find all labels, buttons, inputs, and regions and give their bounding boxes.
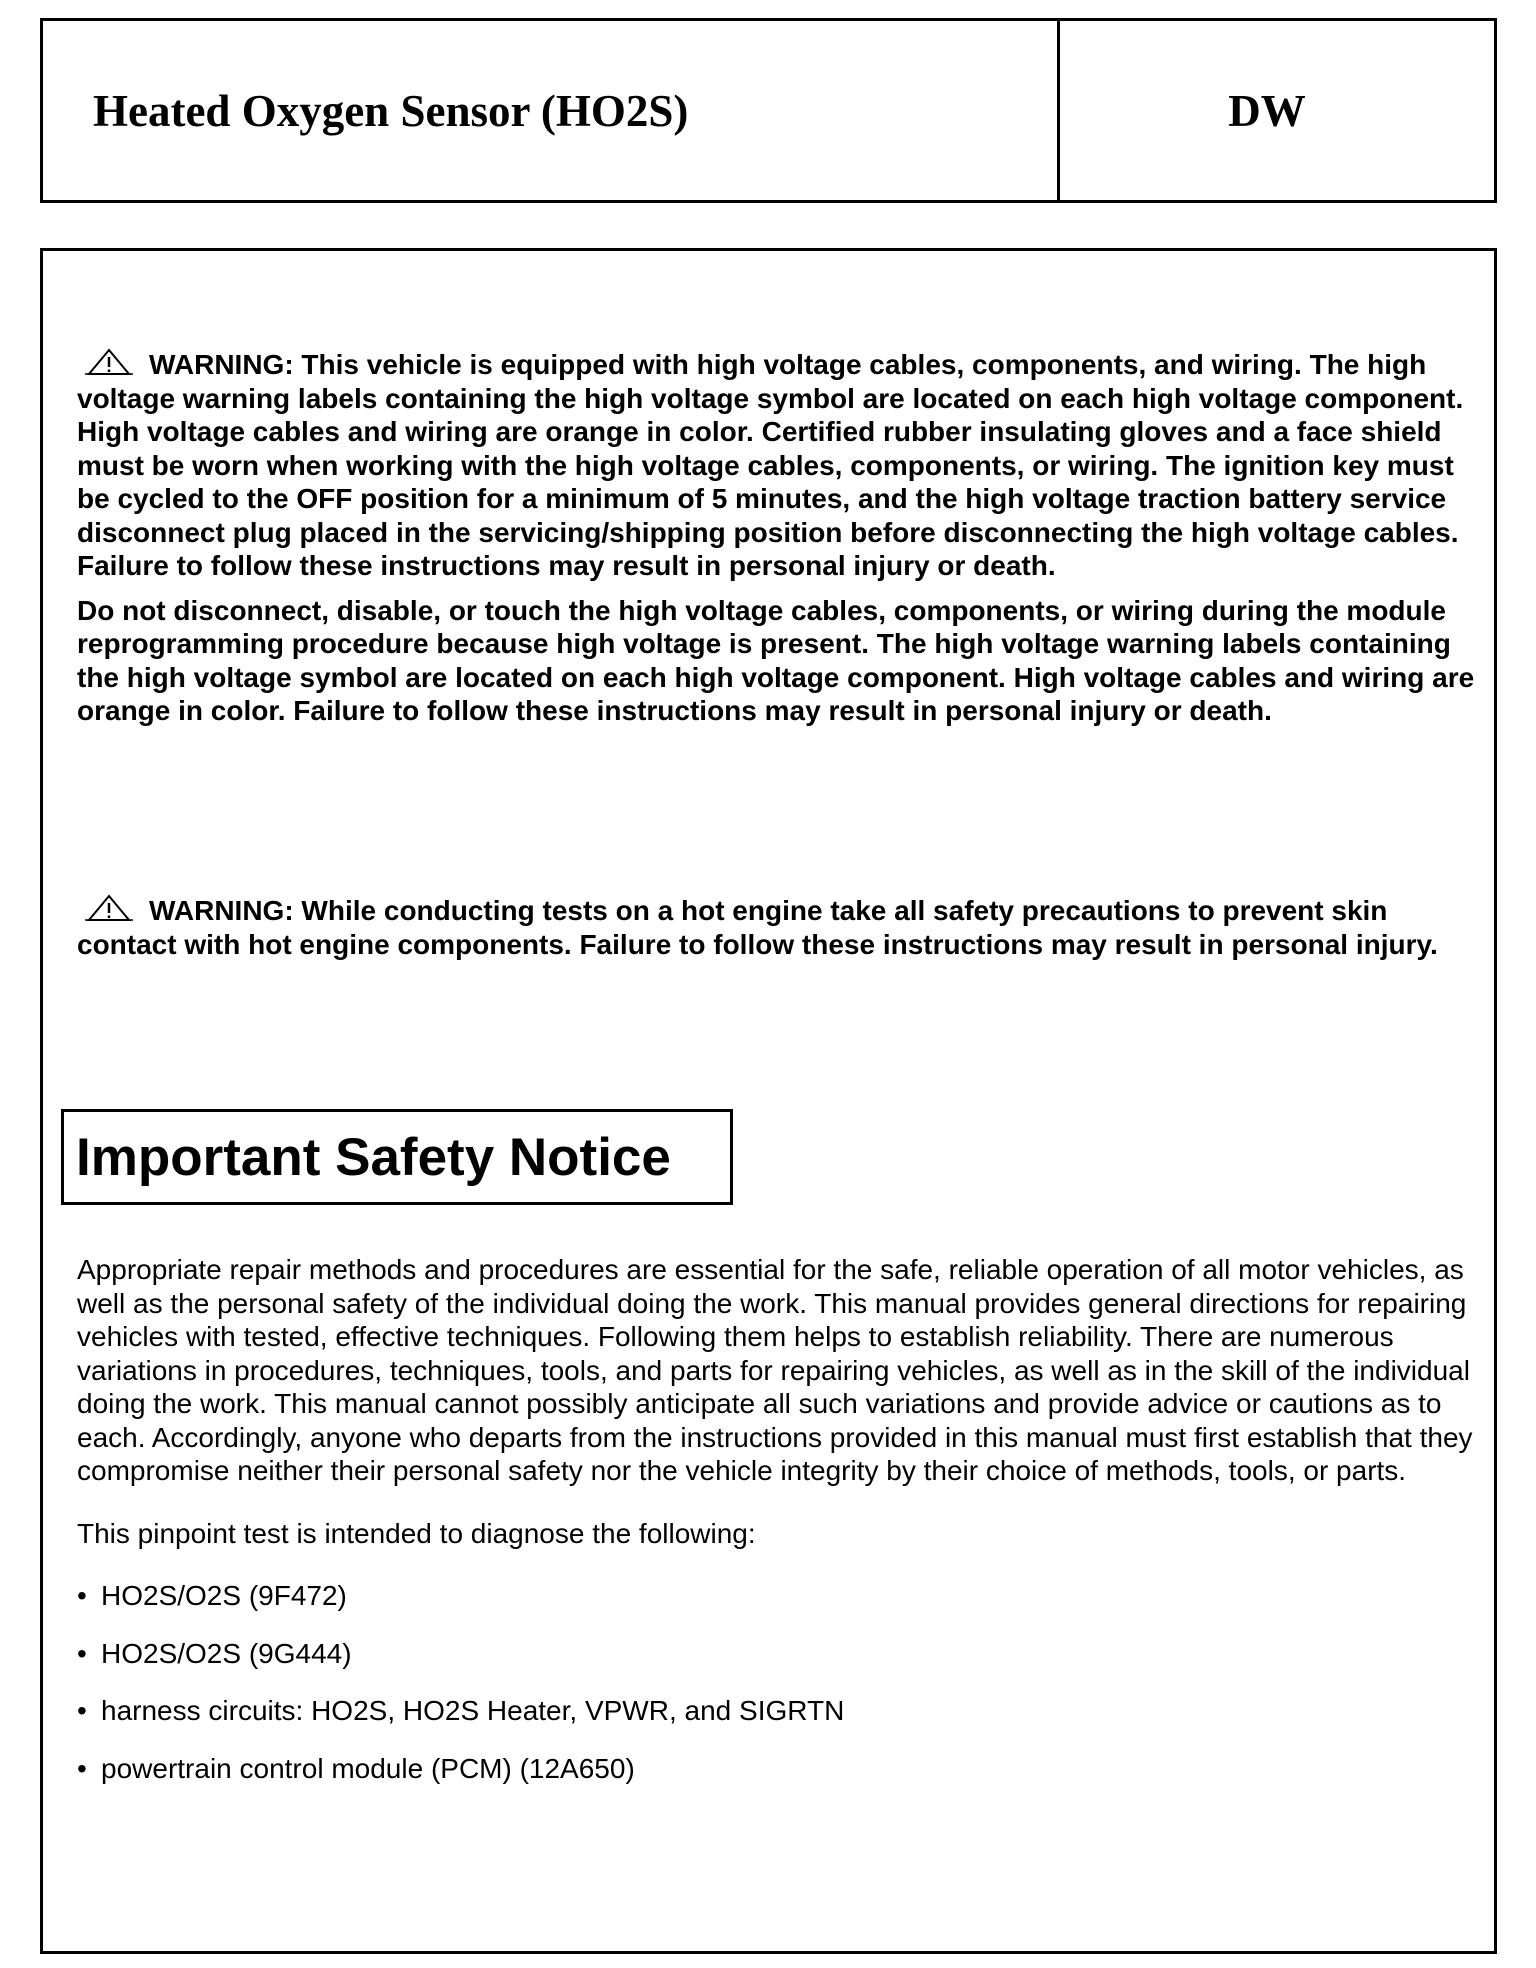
page-header: [40, 18, 1497, 203]
warning-text: WARNING: This vehicle is equipped with high voltage cables, components, and wiring. The high voltage warning labels containing the high voltage symbol are located on each high voltage component. High voltage cables and wiring are orange in color. Certified rubber insulating gloves and a face shield must be worn when working with the high voltage cables, components, or wiring. The ignition key must be cycled to the OFF position for a minimum of 5 minutes, and the high voltage traction battery service disconnect plug placed in the servicing/shipping position before disconnecting the high voltage cables. Failure to follow these instructions may result in personal injury or death.: [77, 349, 1464, 581]
content-frame: [40, 248, 1497, 1954]
section-code: DW: [1228, 85, 1306, 136]
warning-triangle-icon: [85, 348, 133, 376]
diagnosis-list: [77, 1579, 1477, 1785]
warning-paragraph: [77, 348, 1477, 583]
pinpoint-intro: This pinpoint test is intended to diagnose the following:: [77, 1517, 756, 1549]
list-item: • HO2S/O2S (9G444): [77, 1637, 352, 1669]
bullet-icon: •: [77, 1637, 87, 1669]
notice-paragraph: Appropriate repair methods and procedures are essential for the safe, reliable operation of all motor vehicles, as well as the personal safety of the individual doing the work. This manual provides general directions for repairing vehicles with tested, effective techniques. Following them helps to establish reliability. There are numerous variations in procedures, techniques, tools, and parts for repairing vehicles, as well as in the skill of the individual doing the work. This manual cannot possibly anticipate all such variations and provide advice or cautions as to each. Accordingly, anyone who departs from the instructions provided in this manual must first establish that they compromise neither their personal safety nor the vehicle integrity by their choice of methods, tools, or parts.: [77, 1254, 1473, 1486]
list-item: • harness circuits: HO2S, HO2S Heater, VPWR, and SIGRTN: [77, 1695, 845, 1726]
safety-notice-heading: Important Safety Notice: [61, 1109, 733, 1205]
notice-body: [77, 1253, 1477, 1809]
list-item: • HO2S/O2S (9F472): [77, 1580, 347, 1611]
high-voltage-warning: [77, 348, 1477, 739]
warning-paragraph-reprogramming: Do not disconnect, disable, or touch the high voltage cables, components, or wiring during the module reprogramming procedure because high voltage is present. The high voltage warning labels containing the high voltage symbol are located on each high voltage component. High voltage cables and wiring are orange in color. Failure to follow these instructions may result in personal injury or death.: [77, 594, 1475, 726]
bullet-icon: •: [77, 1752, 87, 1784]
bullet-icon: •: [77, 1695, 87, 1726]
bullet-icon: •: [77, 1580, 87, 1611]
list-item: • powertrain control module (PCM) (12A650): [77, 1752, 635, 1784]
warning-triangle-icon: [85, 894, 133, 922]
warning-text: WARNING: While conducting tests on a hot engine take all safety precautions to prevent skin contact with hot engine components. Failure to follow these instructions may result in personal injury.: [77, 895, 1438, 960]
page-title: Heated Oxygen Sensor (HO2S): [43, 21, 1060, 200]
hot-engine-warning: [77, 894, 1477, 972]
warning-paragraph: [77, 894, 1477, 961]
